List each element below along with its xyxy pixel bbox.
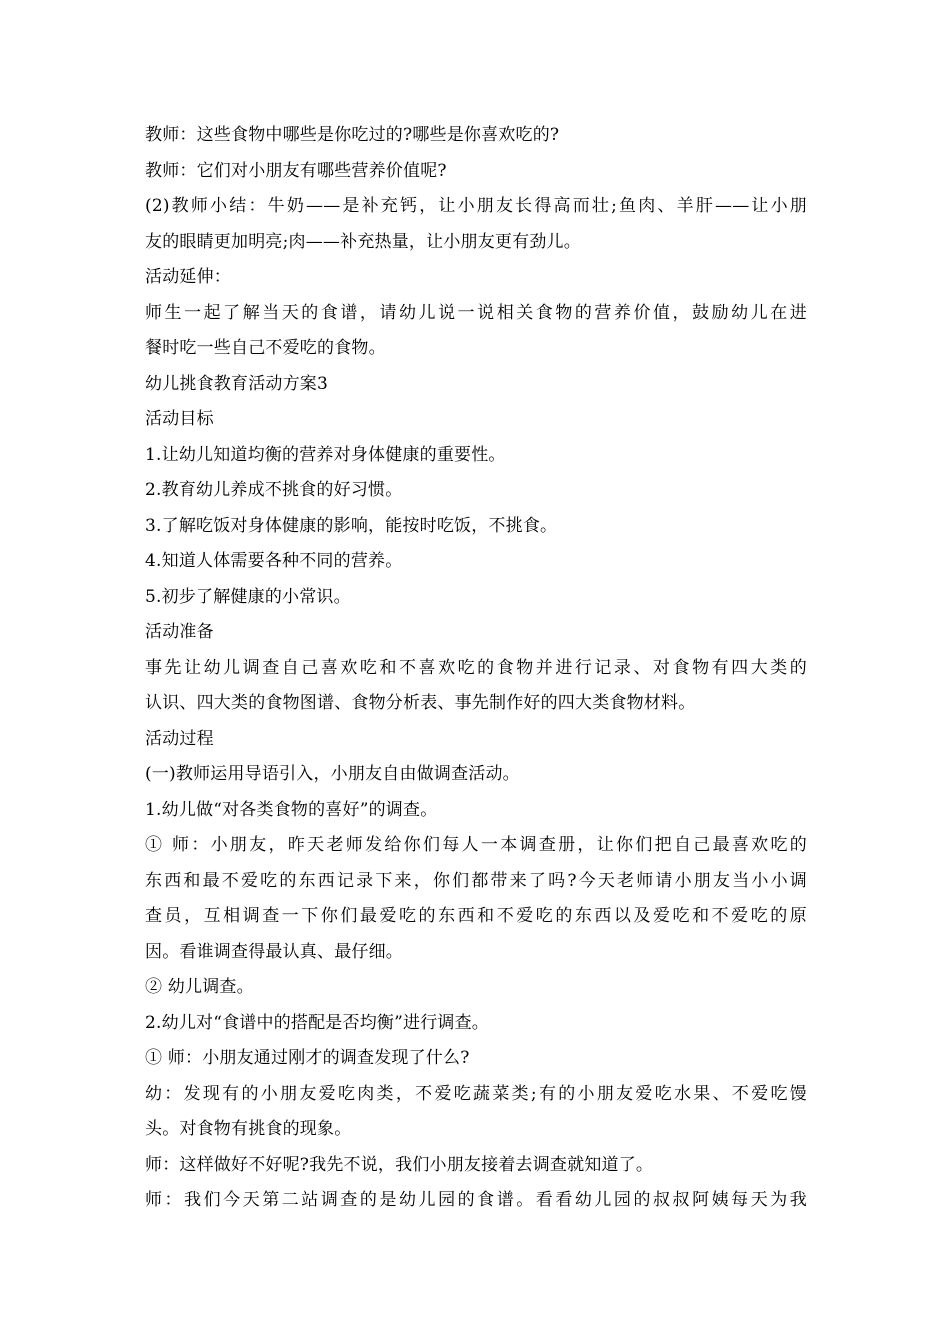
text-line: 活动目标 [145,409,214,429]
text-line: 活动过程 [145,728,214,749]
text-line: 因。看谁调查得最认真、最仔细。 [145,941,403,962]
text-line: 师生一起了解当天的食谱，请幼儿说一说相关食物的营养价值，鼓励幼儿在进 [145,302,807,323]
text-line: 认识、四大类的食物图谱、食物分析表、事先制作好的四大类食物材料。 [145,693,696,713]
text-line: 幼儿挑食教育活动方案3 [145,373,329,394]
text-line: 头。对食物有挑食的现象。 [145,1119,352,1139]
text-line: 1.让幼儿知道均衡的营养对身体健康的重要性。 [145,444,506,465]
document-page [145,118,807,1219]
text-line: (一)教师运用导语引入，小朋友自由做调查活动。 [145,764,520,784]
text-line: ① 师：小朋友通过刚才的调查发现了什么? [145,1048,470,1068]
text-line: ① 师：小朋友，昨天老师发给你们每人一本调查册，让你们把自己最喜欢吃的 [145,835,807,855]
text-line: 师：我们今天第二站调查的是幼儿园的食谱。看看幼儿园的叔叔阿姨每天为我 [145,1190,807,1210]
text-line: 事先让幼儿调查自己喜欢吃和不喜欢吃的食物并进行记录、对食物有四大类的 [145,657,807,678]
text-line: 5.初步了解健康的小常识。 [145,586,351,607]
text-line: 1.幼儿做“对各类食物的喜好”的调查。 [145,799,438,820]
text-line: ② 幼儿调查。 [145,977,254,997]
text-line: 幼：发现有的小朋友爱吃肉类，不爱吃蔬菜类;有的小朋友爱吃水果、不爱吃馒 [145,1083,807,1104]
text-line: 活动延伸： [145,267,231,287]
text-line: 活动准备 [145,622,214,642]
text-line: 3.了解吃饭对身体健康的影响，能按时吃饭，不挑食。 [145,515,558,536]
text-line: 2.幼儿对“食谱中的搭配是否均衡”进行调查。 [145,1012,490,1033]
text-line: 教师：这些食物中哪些是你吃过的?哪些是你喜欢吃的? [145,125,560,145]
text-line: 师：这样做好不好呢?我先不说，我们小朋友接着去调查就知道了。 [145,1154,654,1175]
text-line: 4.知道人体需要各种不同的营养。 [145,551,403,571]
text-line: 友的眼睛更加明亮;肉——补充热量，让小朋友更有劲儿。 [145,231,581,252]
text-line: 查员，互相调查一下你们最爱吃的东西和不爱吃的东西以及爱吃和不爱吃的原 [145,906,807,926]
text-line: 2.教育幼儿养成不挑食的好习惯。 [145,480,403,500]
text-line: 东西和最不爱吃的东西记录下来，你们都带来了吗?今天老师请小朋友当小小调 [145,870,807,891]
text-line: 教师：它们对小朋友有哪些营养价值呢? [145,160,447,181]
text-line: (2)教师小结：牛奶——是补充钙，让小朋友长得高而壮;鱼肉、羊肝——让小朋 [145,196,807,216]
text-line: 餐时吃一些自己不爱吃的食物。 [145,338,386,358]
